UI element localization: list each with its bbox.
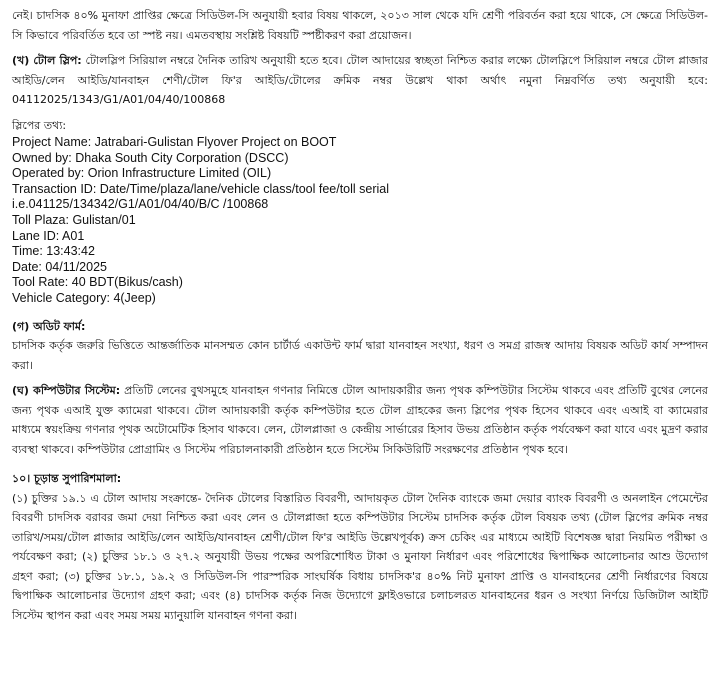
toll-slip-body: টোলস্লিপ সিরিয়াল নম্বরে দৈনিক তারিখ অনুযায়ী হতে হবে। টোল আদায়ের স্বচ্ছতা নিশ্চিত করার লক্ষ্যে টোলস্লিপে সিরিয়াল নম্বরে টোল প্লাজার আইডি/লেন আইডি/যানবাহন শেণী/টোল ফি'র আইডি/টোলের ক্রমিক নম্বর উল্লেখ থাকা অর্থাৎ নমুনা নিম্নবর্ণিত তথ্য অনুযায়ী হবে: 04112025/1343/G1/A01/04/40/100868	[12, 54, 708, 106]
slip-line: Lane ID: A01	[12, 228, 85, 243]
toll-slip-paragraph	[12, 51, 708, 110]
audit-firm-body: চাদসিক কর্তৃক জরুরি ভিত্তিতে আন্তর্জাতিক মানসম্মত কোন চার্টার্ড একাউন্ট ফার্ম দ্বারা যানবাহন সংখ্যা, ধরণ ও সমগ্র রাজস্ব আদায় বিষয়ক অডিট কার্য সম্পাদন করা।	[12, 339, 708, 372]
intro-paragraph: নেই। চাদসিক ৪০% মুনাফা প্রাপ্তির ক্ষেত্রে সিডিউল-সি অনুযায়ী হবার বিষয় থাকলে, ২০১৩ সাল থেকে যদি শ্রেণী পরিবর্তন করা হয়ে থাকে, সে ক্ষেত্রে সিডিউল-সি কিভাবে পরিবর্তিত হবে তা স্পষ্ট নয়। এমতবস্থায় সংশ্লিষ্ট বিষয়টি স্পষ্টীকরণ করা প্রয়োজন।	[12, 9, 708, 42]
final-recommendations-heading: ১০। চূড়ান্ত সুপারিশমালা:	[12, 472, 122, 486]
slip-line: Vehicle Category: 4(Jeep)	[12, 290, 156, 305]
slip-line: i.e.041125/134342/G1/A01/04/40/B/C /100868	[12, 197, 269, 212]
toll-slip-heading: (খ) টোল স্লিপ:	[12, 54, 82, 67]
computer-system-paragraph	[12, 381, 708, 459]
slip-line: Toll Plaza: Gulistan/01	[12, 212, 136, 227]
slip-line: Tool Rate: 40 BDT(Bikus/cash)	[12, 275, 183, 290]
slip-line: Date: 04/11/2025	[12, 259, 107, 274]
computer-system-heading: (ঘ) কম্পিউটার সিস্টেম:	[12, 384, 121, 398]
slip-line: Owned by: Dhaka South City Corporation (DSCC)	[12, 150, 289, 165]
slip-info-title: স্লিপের তথ্য:	[12, 118, 67, 132]
slip-info-block	[12, 135, 708, 307]
final-recommendations-body: (১) চুক্তির ১৯.১ এ টোল আদায় সংক্রান্তে- দৈনিক টোলের বিস্তারিত বিবরণী, আদায়কৃত টোল দৈনিক ব্যাংকে জমা দেয়ার ব্যাংক বিবরণী ও অনলাইন পেমেন্টের বিবরণী চাদসিক বরাবর জমা দেয়া নিশ্চিত করা এবং লেন ও টোলপ্লাজা হতে কম্পিউটার সিস্টেম চাদসিক কর্তৃক টোল বিষয়ক তথ্য (টোল স্লিপের ক্রমিক নম্বর তারিখ/সময়/টোল প্লাজার আইডি/লেন আইডি/যানবাহন শ্রেণী/টোল ফি'র আইডি উল্লেখপূর্বক) ক্রস চেকিং এর মাধ্যমে আইটি বিশেষজ্ঞ দ্বারা নিয়মিত পরীক্ষা ও পর্যবেক্ষণ করা; (২) চুক্তির ১৮.১ ও ২৭.২ অনুযায়ী উভয় পক্ষের অপরিশোধিত টাকা ও মুনাফা নির্ধারণ এবং পরিশোধের দ্বিপাক্ষিক আলোচনার আশু উদ্যোগ গ্রহণ করা; (৩) চুক্তির ১৮.১, ১৯.২ ও সিডিউল-সি পারস্পরিক সাংঘর্ষিক বিধায় চাদসিক'র ৪০% নিট মুনাফা প্রাপ্তি ও যানবাহনের শ্রেণী নির্ধারণের বিষয়ে দ্বিপাক্ষিক আলোচনার উদ্যোগ গ্রহণ করা; এবং (৪) চাদসিক কর্তৃক নিজ উদ্যোগে ফ্লাইওভারে চলাচলরত যানবাহনের ধরন ও সংখ্যা নির্ণয়ে ডিজিটাল আইটি সিস্টেম স্থাপন করা এবং সময় সময় ম্যানুয়ালি যানবাহন গণনা করা।	[12, 491, 708, 622]
computer-system-body: প্রতিটি লেনের বুথসমুহে যানবাহন গণনার নিমিত্তে টোল আদায়কারীর জন্য পৃথক কম্পিউটার সিস্টেম থাকবে এবং প্রতিটি বুথের লেনের জন্য পৃথক এআই যুক্ত ক্যামেরা থাকবে। টোল আদায়কারী কর্তৃক কম্পিউটার হতে টোল গ্রাহকের জন্য স্লিপের পৃথক হিসেব থাকবে এবং এআই বা ক্যামেরার মাধ্যমে স্বয়ংক্রিয় গণনার পৃথক অটোমেটিক হিসাব থাকবে। লেন, টোলপ্লাজা ও কেন্দ্রীয় সার্ভারের হিসাব উভয় প্রতিষ্ঠান কর্তৃক পর্যবেক্ষণ করা যাবে এবং মুদ্রণ করার ব্যবস্থা থাকবে। কম্পিউটার প্রোগ্রামিং ও সিস্টেম পরিচালনাকারী প্রতিষ্ঠান হতে সিস্টেম সিকিউরিটি সংরক্ষণের প্রতিষ্ঠান পৃথক হবে।	[12, 384, 708, 456]
slip-line: Project Name: Jatrabari-Gulistan Flyover Project on BOOT	[12, 135, 337, 149]
slip-line: Transaction ID: Date/Time/plaza/lane/vehicle class/tool fee/toll serial	[12, 181, 390, 196]
audit-firm-heading: (গ) অডিট ফার্ম:	[12, 319, 86, 333]
slip-line: Operated by: Orion Infrastructure Limited (OIL)	[12, 166, 272, 181]
slip-line: Time: 13:43:42	[12, 244, 95, 259]
